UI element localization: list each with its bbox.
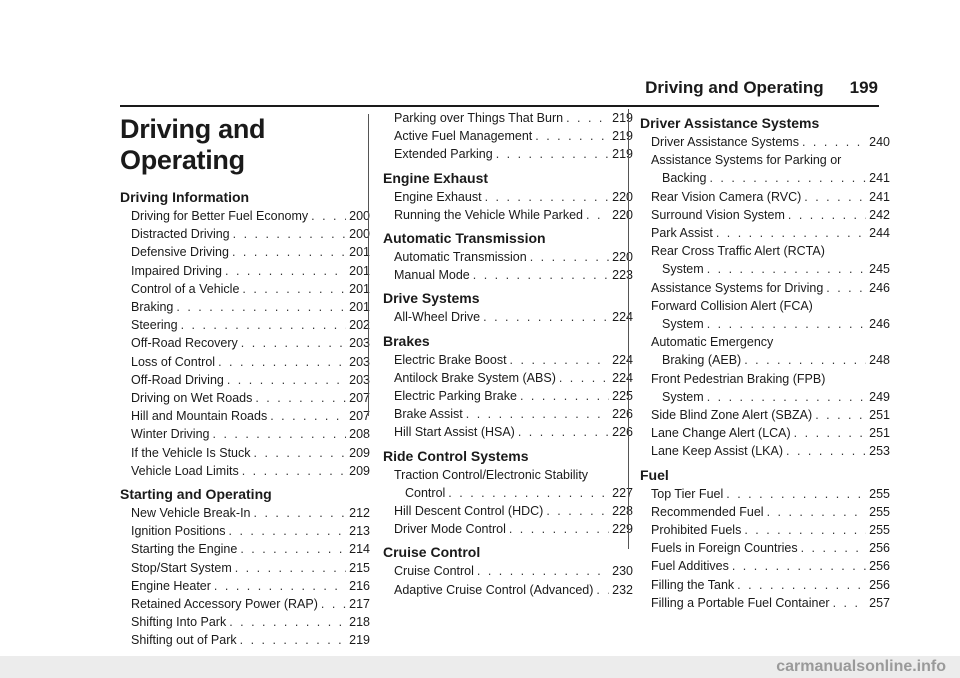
dot-leader <box>801 539 867 557</box>
toc-entry[interactable] <box>383 423 633 441</box>
toc-entry-page: 228 <box>612 504 633 519</box>
toc-entry-label: Braking (AEB) <box>662 353 742 368</box>
toc-entry-label: Cruise Control <box>394 564 474 579</box>
toc-entry-page: 207 <box>349 409 370 424</box>
toc-entry-page: 232 <box>612 582 633 597</box>
toc-entry[interactable] <box>383 466 633 484</box>
toc-entry-label: Automatic Transmission <box>394 250 527 265</box>
toc-entry-label: Traction Control/Electronic Stability <box>394 467 589 482</box>
toc-entry-label: Driver Assistance Systems <box>651 135 799 149</box>
toc-entry-label: Ignition Positions <box>131 524 226 539</box>
toc-entry-label: Hill Descent Control (HDC) <box>394 504 544 519</box>
dot-leader <box>509 520 609 538</box>
toc-entry-page: 256 <box>869 559 890 574</box>
toc-entry-page: 226 <box>612 425 633 440</box>
footer-bar <box>0 656 960 678</box>
toc-entry[interactable] <box>640 242 890 260</box>
toc-entry-label: Fuel Additives <box>651 559 729 574</box>
toc-entry[interactable] <box>383 188 633 206</box>
toc-entry[interactable] <box>640 406 890 424</box>
toc-entry-label: Active Fuel Management <box>394 129 533 144</box>
toc-entry-page: 241 <box>869 189 890 204</box>
dot-leader <box>242 280 346 298</box>
dot-leader <box>477 562 609 580</box>
toc-entry-page: 224 <box>612 352 633 367</box>
toc-entry-label: Impaired Driving <box>131 263 223 278</box>
toc-entry-page: 251 <box>869 408 890 423</box>
toc-entry-label: Hill Start Assist (HSA) <box>394 425 515 440</box>
toc-entry-label: Braking <box>131 300 174 315</box>
toc-entry[interactable] <box>120 316 370 334</box>
toc-entry-page: 202 <box>349 318 370 333</box>
toc-entry[interactable] <box>383 206 633 224</box>
toc-entry-page: 201 <box>349 281 370 296</box>
toc-entry[interactable] <box>383 502 633 520</box>
running-header-title: Driving and Operating <box>645 78 824 97</box>
dot-leader <box>448 484 609 502</box>
page-number: 199 <box>849 78 878 97</box>
dot-leader <box>254 504 347 522</box>
toc-entry-page: 200 <box>349 209 370 223</box>
toc-entry-label: Backing <box>662 171 707 186</box>
section-heading: Brakes <box>383 332 430 349</box>
toc-entry-page: 216 <box>349 578 370 593</box>
dot-leader <box>241 334 346 352</box>
toc-entry[interactable] <box>120 504 370 522</box>
toc-entry-label: Engine Exhaust <box>394 189 482 204</box>
toc-column-3 <box>640 109 890 612</box>
toc-entry[interactable] <box>383 248 633 266</box>
dot-leader <box>744 351 866 369</box>
toc-entry-page: 220 <box>612 250 633 265</box>
toc-entry-page: 201 <box>349 245 370 260</box>
toc-entry-label: Shifting Into Park <box>131 615 227 630</box>
dot-leader <box>181 316 347 334</box>
toc-entry[interactable] <box>640 297 890 315</box>
toc-entry[interactable] <box>120 389 370 407</box>
toc-entry[interactable] <box>120 334 370 352</box>
toc-entry-label: Shifting out of Park <box>131 633 237 648</box>
toc-entry-page: 214 <box>349 542 370 557</box>
toc-entry-label: Driving on Wet Roads <box>131 391 253 406</box>
section-heading: Automatic Transmission <box>383 230 546 247</box>
toc-entry-page: 220 <box>612 207 633 222</box>
dot-leader <box>786 442 866 460</box>
toc-entry-label: Filling the Tank <box>651 577 735 592</box>
toc-entry[interactable] <box>383 562 633 580</box>
toc-entry[interactable] <box>383 369 633 387</box>
toc-entry[interactable] <box>640 169 890 187</box>
toc-entry-page: 251 <box>869 426 890 441</box>
toc-entry-page: 209 <box>349 445 370 460</box>
toc-entry[interactable] <box>640 576 890 594</box>
toc-entry-page: 207 <box>349 391 370 406</box>
dot-leader <box>213 425 347 443</box>
toc-entry-page: 248 <box>869 353 890 368</box>
toc-entry-page: 223 <box>612 268 633 283</box>
toc-entry-label: Forward Collision Alert (FCA) <box>651 298 813 313</box>
toc-entry[interactable] <box>120 207 370 225</box>
toc-entry[interactable] <box>640 351 890 369</box>
toc-entry-page: 240 <box>869 135 890 149</box>
toc-entry[interactable] <box>120 559 370 577</box>
section-heading: Cruise Control <box>383 544 481 561</box>
toc-entry-label: Brake Assist <box>394 407 463 422</box>
toc-entry[interactable] <box>640 133 890 151</box>
dot-leader <box>242 462 346 480</box>
toc-entry[interactable] <box>383 405 633 423</box>
toc-entry[interactable] <box>640 442 890 460</box>
toc-entry-label: Control of a Vehicle <box>131 281 240 296</box>
toc-entry-label: Prohibited Fuels <box>651 523 742 538</box>
toc-entry-label: Hill and Mountain Roads <box>131 409 268 424</box>
toc-entry-page: 257 <box>869 595 890 610</box>
toc-entry-label: Off-Road Recovery <box>131 336 238 351</box>
toc-entry-label: Recommended Fuel <box>651 504 764 519</box>
toc-entry-page: 203 <box>349 372 370 387</box>
toc-entry-page: 255 <box>869 523 890 538</box>
toc-entry[interactable] <box>383 109 633 127</box>
toc-entry[interactable] <box>640 594 890 612</box>
dot-leader <box>804 188 866 206</box>
toc-entry[interactable] <box>120 407 370 425</box>
toc-entry-label: Retained Accessory Power (RAP) <box>131 597 318 612</box>
dot-leader <box>726 485 866 503</box>
toc-entry[interactable] <box>640 151 890 169</box>
toc-entry-page: 226 <box>612 407 633 422</box>
toc-entry-label: Adaptive Cruise Control (Advanced) <box>394 582 594 597</box>
toc-entry-page: 215 <box>349 560 370 575</box>
toc-entry-label: Parking over Things That Burn <box>394 111 564 125</box>
toc-entry-page: 208 <box>349 427 370 442</box>
toc-entry-label: Lane Change Alert (LCA) <box>651 426 791 441</box>
toc-entry[interactable] <box>383 145 633 163</box>
toc-entry-label: Side Blind Zone Alert (SBZA) <box>651 408 813 423</box>
toc-entry-label: Stop/Start System <box>131 560 232 575</box>
toc-entry[interactable] <box>120 243 370 261</box>
toc-entry-label: Vehicle Load Limits <box>131 463 239 478</box>
toc-entry-label: Filling a Portable Fuel Container <box>651 595 830 610</box>
toc-entry-label: Fuels in Foreign Countries <box>651 541 798 556</box>
toc-entry[interactable] <box>640 188 890 206</box>
dot-leader <box>311 207 346 225</box>
running-header <box>0 78 878 98</box>
toc-entry[interactable] <box>640 485 890 503</box>
toc-entry-label: Driving for Better Fuel Economy <box>131 209 309 223</box>
dot-leader <box>833 594 867 612</box>
toc-entry-page: 246 <box>869 317 890 332</box>
toc-entry[interactable] <box>120 462 370 480</box>
toc-entry-label: Loss of Control <box>131 354 216 369</box>
toc-entry-label: Assistance Systems for Parking or <box>651 153 842 168</box>
dot-leader <box>240 631 347 649</box>
toc-entry-page: 224 <box>612 310 633 325</box>
toc-entry-label: Automatic Emergency <box>651 335 774 350</box>
dot-leader <box>530 248 609 266</box>
column-divider-1 <box>368 114 369 416</box>
toc-entry[interactable] <box>120 540 370 558</box>
dot-leader <box>227 371 346 389</box>
toc-entry-page: 241 <box>869 171 890 186</box>
dot-leader <box>546 502 609 520</box>
toc-entry[interactable] <box>120 280 370 298</box>
toc-entry-page: 253 <box>869 444 890 459</box>
toc-entry[interactable] <box>640 557 890 575</box>
toc-entry-label: Distracted Driving <box>131 227 230 242</box>
toc-entry-label: Top Tier Fuel <box>651 486 724 501</box>
dot-leader <box>794 424 866 442</box>
toc-entry[interactable] <box>120 444 370 462</box>
toc-entry-label: Front Pedestrian Braking (FPB) <box>651 371 826 386</box>
toc-entry-page: 212 <box>349 506 370 521</box>
toc-entry-page: 230 <box>612 564 633 579</box>
toc-entry[interactable] <box>120 298 370 316</box>
dot-leader <box>235 559 346 577</box>
toc-entry[interactable] <box>120 522 370 540</box>
toc-entry-label: Rear Cross Traffic Alert (RCTA) <box>651 244 825 259</box>
toc-entry-label: Off-Road Driving <box>131 372 224 387</box>
dot-leader <box>255 389 346 407</box>
dot-leader <box>254 444 347 462</box>
toc-entry-page: 244 <box>869 226 890 241</box>
toc-entry-label: Extended Parking <box>394 147 493 162</box>
toc-entry-page: 218 <box>349 615 370 630</box>
toc-entry-label: Lane Keep Assist (LKA) <box>651 444 784 459</box>
toc-entry[interactable] <box>640 333 890 351</box>
section-heading: Engine Exhaust <box>383 169 489 186</box>
toc-entry[interactable] <box>383 351 633 369</box>
toc-entry[interactable] <box>640 424 890 442</box>
toc-entry-label: Engine Heater <box>131 578 211 593</box>
toc-entry-page: 219 <box>612 129 633 144</box>
dot-leader <box>596 581 609 599</box>
toc-entry-page: 224 <box>612 370 633 385</box>
dot-leader <box>716 224 866 242</box>
dot-leader <box>232 243 346 261</box>
toc-entry[interactable] <box>383 266 633 284</box>
toc-entry-label: Electric Brake Boost <box>394 352 507 367</box>
toc-entry[interactable] <box>640 315 890 333</box>
toc-entry-page: 203 <box>349 336 370 351</box>
toc-entry-page: 246 <box>869 280 890 295</box>
toc-column-1 <box>120 114 370 650</box>
toc-entry[interactable] <box>383 387 633 405</box>
dot-leader <box>788 206 866 224</box>
toc-entry-page: 227 <box>612 485 633 500</box>
toc-entry-page: 219 <box>349 633 370 648</box>
watermark: carmanualsonline.info <box>776 658 946 675</box>
toc-entry-page: 242 <box>869 207 890 222</box>
dot-leader <box>586 206 609 224</box>
header-rule <box>120 105 879 107</box>
toc-entry-label: Winter Driving <box>131 427 210 442</box>
dot-leader <box>767 503 867 521</box>
dot-leader <box>566 109 609 127</box>
toc-entry[interactable] <box>640 370 890 388</box>
toc-entry-page: 249 <box>869 389 890 404</box>
dot-leader <box>520 387 609 405</box>
toc-entry-page: 255 <box>869 504 890 519</box>
dot-leader <box>485 188 610 206</box>
section-heading: Driver Assistance Systems <box>640 115 820 131</box>
section-heading: Drive Systems <box>383 290 480 307</box>
page-title: Driving and Operating <box>120 114 266 175</box>
dot-leader <box>233 225 347 243</box>
toc-entry-page: 220 <box>612 189 633 204</box>
section-heading: Fuel <box>640 466 669 483</box>
dot-leader <box>709 169 866 187</box>
dot-leader <box>229 522 347 540</box>
toc-entry-label: All-Wheel Drive <box>394 310 481 325</box>
toc-entry-page: 201 <box>349 300 370 315</box>
dot-leader <box>707 315 866 333</box>
dot-leader <box>321 595 346 613</box>
dot-leader <box>707 260 866 278</box>
toc-entry[interactable] <box>120 425 370 443</box>
toc-entry[interactable] <box>120 262 370 280</box>
toc-entry-page: 229 <box>612 522 633 537</box>
toc-entry-page: 255 <box>869 486 890 501</box>
toc-entry[interactable] <box>383 581 633 599</box>
toc-entry-label: Rear Vision Camera (RVC) <box>651 189 802 204</box>
toc-entry-label: Steering <box>131 318 178 333</box>
toc-entry-page: 245 <box>869 262 890 277</box>
toc-entry-page: 225 <box>612 389 633 404</box>
toc-entry[interactable] <box>120 225 370 243</box>
toc-entry-label: System <box>662 389 704 404</box>
dot-leader <box>535 127 609 145</box>
toc-entry[interactable] <box>383 520 633 538</box>
toc-entry[interactable] <box>640 388 890 406</box>
toc-entry[interactable] <box>120 595 370 613</box>
dot-leader <box>214 577 346 595</box>
toc-entry-label: System <box>662 262 704 277</box>
dot-leader <box>707 388 866 406</box>
toc-entry-page: 200 <box>349 227 370 242</box>
toc-entry[interactable] <box>120 577 370 595</box>
dot-leader <box>225 262 346 280</box>
toc-entry-label: Surround Vision System <box>651 207 785 222</box>
dot-leader <box>466 405 609 423</box>
toc-entry[interactable] <box>383 308 633 326</box>
dot-leader <box>483 308 609 326</box>
dot-leader <box>744 521 866 539</box>
dot-leader <box>240 540 346 558</box>
toc-entry[interactable] <box>120 353 370 371</box>
section-heading: Starting and Operating <box>120 486 272 503</box>
dot-leader <box>229 613 346 631</box>
toc-entry[interactable] <box>383 484 633 502</box>
toc-entry[interactable] <box>640 503 890 521</box>
toc-entry-label: System <box>662 317 704 332</box>
toc-entry-label: Antilock Brake System (ABS) <box>394 370 556 385</box>
toc-entry[interactable] <box>640 279 890 297</box>
toc-entry-label: Driver Mode Control <box>394 522 506 537</box>
toc-entry-label: Assistance Systems for Driving <box>651 280 824 295</box>
toc-entry-page: 217 <box>349 597 370 612</box>
dot-leader <box>559 369 609 387</box>
toc-entry-page: 201 <box>349 263 370 278</box>
section-heading: Ride Control Systems <box>383 447 529 464</box>
toc-entry[interactable] <box>640 260 890 278</box>
toc-entry[interactable] <box>640 539 890 557</box>
toc-entry-page: 203 <box>349 354 370 369</box>
dot-leader <box>826 279 866 297</box>
toc-entry-page: 256 <box>869 541 890 556</box>
column-divider-2 <box>628 109 629 549</box>
toc-entry-page: 256 <box>869 577 890 592</box>
toc-entry[interactable] <box>120 371 370 389</box>
toc-entry[interactable] <box>120 631 370 649</box>
dot-leader <box>176 298 346 316</box>
dot-leader <box>518 423 609 441</box>
toc-entry[interactable] <box>640 521 890 539</box>
toc-entry-label: Manual Mode <box>394 268 470 283</box>
dot-leader <box>510 351 610 369</box>
toc-entry-label: If the Vehicle Is Stuck <box>131 445 251 460</box>
toc-entry-label: Electric Parking Brake <box>394 389 517 404</box>
toc-entry-label: Park Assist <box>651 226 713 241</box>
toc-entry-page: 219 <box>612 111 633 125</box>
dot-leader <box>270 407 346 425</box>
toc-entry-label: Running the Vehicle While Parked <box>394 207 584 222</box>
toc-entry[interactable] <box>383 127 633 145</box>
toc-entry[interactable] <box>640 206 890 224</box>
toc-entry-page: 213 <box>349 524 370 539</box>
dot-leader <box>496 145 609 163</box>
toc-entry[interactable] <box>640 224 890 242</box>
toc-column-2 <box>383 109 633 599</box>
dot-leader <box>815 406 866 424</box>
dot-leader <box>737 576 866 594</box>
toc-entry-page: 209 <box>349 463 370 478</box>
toc-entry-page: 219 <box>612 147 633 162</box>
dot-leader <box>218 353 346 371</box>
toc-entry-label: Control <box>405 485 446 500</box>
dot-leader <box>732 557 866 575</box>
toc-entry-label: New Vehicle Break-In <box>131 506 251 521</box>
toc-entry-label: Defensive Driving <box>131 245 229 260</box>
dot-leader <box>802 133 866 151</box>
section-heading: Driving Information <box>120 189 250 205</box>
dot-leader <box>473 266 609 284</box>
toc-entry[interactable] <box>120 613 370 631</box>
toc-entry-label: Starting the Engine <box>131 542 238 557</box>
